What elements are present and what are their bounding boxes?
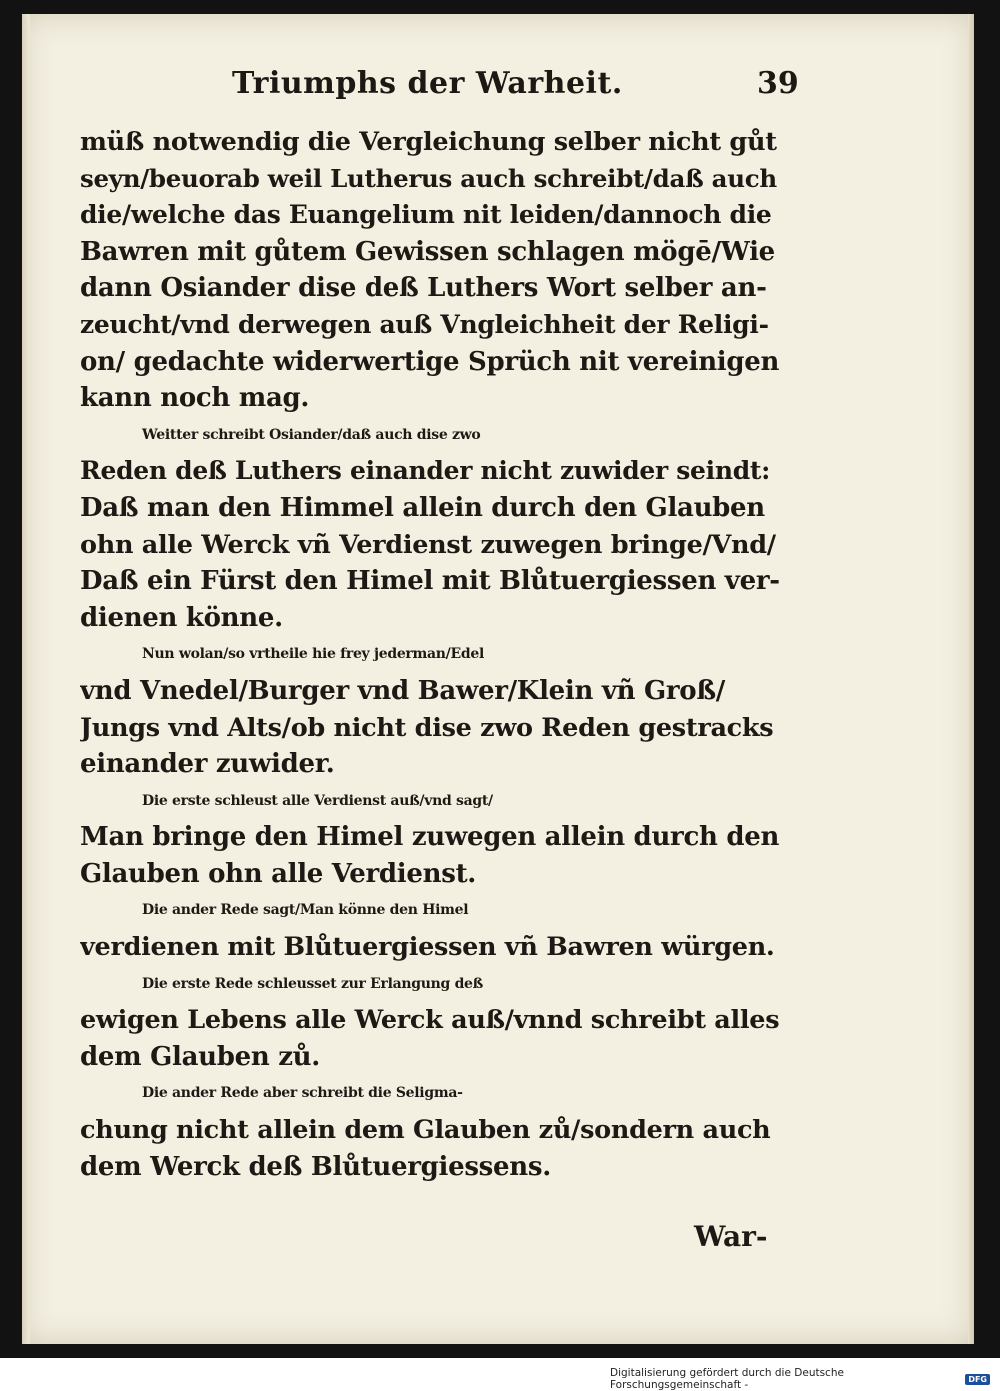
text-line: ewigen Lebens alle Werck auß/vnnd schreibt alles xyxy=(80,1005,780,1036)
text-line: on/ gedachte widerwertige Sprüch nit vereinigen xyxy=(80,346,780,377)
text-line: Daß man den Himmel allein durch den Glauben xyxy=(80,492,765,523)
text-line: dem Glauben zů. xyxy=(80,1041,321,1072)
page-number: 39 xyxy=(757,66,799,101)
text-line: Glauben ohn alle Verdienst. xyxy=(80,858,477,889)
text-line: Die erste schleust alle Verdienst auß/vnd sagt/ xyxy=(142,792,493,809)
text-line: chung nicht allein dem Glauben zů/sondern auch xyxy=(80,1115,771,1146)
text-line: Weitter schreibt Osiander/daß auch dise zwo xyxy=(142,426,481,443)
running-head: Triumphs der Warheit. xyxy=(232,66,623,101)
text-line: Jungs vnd Alts/ob nicht dise zwo Reden gestracks xyxy=(80,712,774,743)
text-line: Daß ein Fürst den Himel mit Blůtuergiessen ver- xyxy=(80,566,780,597)
text-line: dann Osiander dise deß Luthers Wort selber an- xyxy=(80,273,767,304)
text-line: vnd Vnedel/Burger vnd Bawer/Klein vñ Groß/ xyxy=(80,675,725,706)
text-line: Die ander Rede aber schreibt die Seligma- xyxy=(142,1085,463,1102)
text-line: kann noch mag. xyxy=(80,383,310,414)
text-line: Reden deß Luthers einander nicht zuwider seindt: xyxy=(80,456,771,486)
text-line: dem Werck deß Blůtuergiessens. xyxy=(80,1151,551,1182)
text-line: verdienen mit Blůtuergiessen vñ Bawren würgen. xyxy=(80,932,775,963)
text-line: einander zuwider. xyxy=(80,749,335,780)
page-gutter xyxy=(22,14,30,1344)
credit-text: Digitalisierung gefördert durch die Deutsche Forschungsgemeinschaft - xyxy=(610,1367,844,1391)
text-line: seyn/beuorab weil Lutherus auch schreibt/daß auch xyxy=(80,163,777,193)
book-page xyxy=(22,14,974,1344)
text-line: ohn alle Werck vñ Verdienst zuwegen bringe/Vnd/ xyxy=(80,529,776,560)
text-line: dienen könne. xyxy=(80,602,283,633)
text-line: Die ander Rede sagt/Man könne den Himel xyxy=(142,902,469,919)
text-line: zeucht/vnd derwegen auß Vngleichheit der Religi- xyxy=(80,309,769,339)
text-line: Die erste Rede schleusset zur Erlangung deß xyxy=(142,975,484,992)
text-line: Man bringe den Himel zuwegen allein durch den xyxy=(80,822,780,853)
catchword: War- xyxy=(694,1220,768,1253)
page-edge xyxy=(968,14,974,1344)
text-line: Nun wolan/so vrtheile hie frey jederman/Edel xyxy=(142,646,484,663)
body-text xyxy=(80,124,780,1185)
dfg-logo: DFG xyxy=(965,1374,990,1385)
digitization-credit xyxy=(610,1367,990,1391)
text-line: Bawren mit gůtem Gewissen schlagen mögē/Wie xyxy=(80,236,775,267)
text-line: müß notwendig die Vergleichung selber nicht gůt xyxy=(80,127,777,157)
text-line: die/welche das Euangelium nit leiden/dannoch die xyxy=(80,200,772,230)
